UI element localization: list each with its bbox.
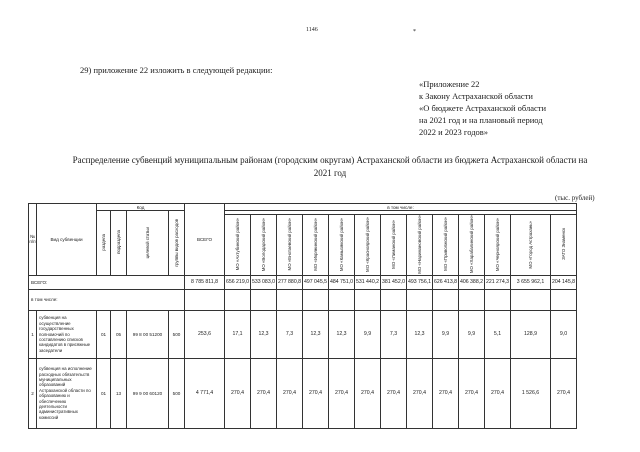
empty-cell [185, 289, 225, 310]
total-row-value: 406 388,2 [459, 275, 485, 289]
total-row-value: 533 083,0 [251, 275, 277, 289]
row-value: 270,4 [251, 358, 277, 428]
row-value: 12,3 [303, 310, 329, 358]
row-value: 270,4 [551, 358, 577, 428]
municipality-label: МО «Красноярский район» [365, 216, 370, 272]
row-value: 7,3 [381, 310, 407, 358]
header-target [127, 211, 169, 276]
row-value: 270,4 [485, 358, 511, 428]
including-label [29, 289, 185, 310]
empty-cell [329, 289, 355, 310]
municipality-header [303, 215, 329, 276]
empty-cell [433, 289, 459, 310]
empty-cell [277, 289, 303, 310]
row-value: 7,3 [277, 310, 303, 358]
header-subsection [111, 211, 127, 276]
total-row-total: 8 785 811,8 [185, 275, 225, 289]
total-row [29, 275, 577, 289]
municipality-label: МО «Ахтубинский район» [235, 218, 240, 271]
row-value: 12,3 [329, 310, 355, 358]
municipality-label: МО «Икрянинский район» [313, 217, 318, 271]
row-value: 270,4 [329, 358, 355, 428]
municipality-header [459, 215, 485, 276]
row-group: 500 [169, 310, 185, 358]
row-value: 12,3 [407, 310, 433, 358]
row-value: 9,0 [551, 310, 577, 358]
municipality-header [277, 215, 303, 276]
empty-cell [355, 289, 381, 310]
appendix-line: «О бюджете Астраханской области [419, 103, 547, 113]
total-row-value: 3 655 962,1 [511, 275, 551, 289]
total-row-value: 626 413,8 [433, 275, 459, 289]
empty-cell [225, 289, 251, 310]
header-num [29, 204, 37, 276]
municipality-header [511, 215, 551, 276]
header-name-label: Вид субвенции [50, 236, 83, 242]
empty-cell [459, 289, 485, 310]
empty-cell [407, 289, 433, 310]
row-value: 9,9 [459, 310, 485, 358]
header-total [185, 204, 225, 276]
municipality-header [485, 215, 511, 276]
row-total: 4 771,4 [185, 358, 225, 428]
empty-cell [511, 289, 551, 310]
intro-text: 29) приложение 22 изложить в следующей редакции: [80, 65, 273, 75]
row-value: 270,4 [381, 358, 407, 428]
total-row-label [29, 275, 185, 289]
municipality-label: ЗАТО Знаменск [561, 228, 566, 261]
empty-cell [251, 289, 277, 310]
municipality-label: МО «Камызякский район» [339, 217, 344, 271]
municipality-header [251, 215, 277, 276]
row-value: 270,4 [407, 358, 433, 428]
unit-label: (тыс. рублей) [555, 194, 595, 202]
table-row [29, 358, 577, 428]
row-value: 9,9 [355, 310, 381, 358]
row-value: 17,1 [225, 310, 251, 358]
row-num: 1 [29, 310, 37, 358]
municipality-header [407, 215, 433, 276]
subvention-table [28, 203, 577, 429]
row-subsection: 05 [111, 310, 127, 358]
including-row [29, 289, 577, 310]
row-subsection: 13 [111, 358, 127, 428]
total-row-value: 497 045,5 [303, 275, 329, 289]
header-section-label: раздела [101, 234, 106, 251]
total-row-value: 531 440,2 [355, 275, 381, 289]
row-value: 9,9 [433, 310, 459, 358]
municipality-header [225, 215, 251, 276]
appendix-line: «Приложение 22 [419, 79, 480, 89]
row-value: 270,4 [277, 358, 303, 428]
municipality-label: МО «Наримановский район» [417, 215, 422, 274]
header-code-label: Код [136, 204, 145, 210]
municipality-header [433, 215, 459, 276]
row-total: 253,6 [185, 310, 225, 358]
row-target: 99 8 00 51200 [127, 310, 169, 358]
header-total-label: ВСЕГО [196, 236, 213, 242]
header-name [37, 204, 97, 276]
row-value: 270,4 [225, 358, 251, 428]
header-code [97, 204, 185, 211]
total-row-value: 221 274,3 [485, 275, 511, 289]
total-row-value: 204 145,8 [551, 275, 577, 289]
municipality-header [329, 215, 355, 276]
row-value: 1 526,6 [511, 358, 551, 428]
municipality-label: МО «Город Астрахань» [528, 220, 533, 269]
row-section: 01 [97, 310, 111, 358]
header-num-label: № п/п [29, 234, 36, 245]
row-value: 128,9 [511, 310, 551, 358]
total-row-value: 493 756,1 [407, 275, 433, 289]
row-section: 01 [97, 358, 111, 428]
empty-cell [381, 289, 407, 310]
header-target-label: целевой статьи [145, 226, 150, 259]
header-including-label: в том числе: [387, 204, 414, 210]
header-subsection-label: подраздела [116, 230, 121, 255]
row-value: 12,3 [251, 310, 277, 358]
table-row [29, 310, 577, 358]
header-section [97, 211, 111, 276]
header-expense-group [169, 211, 185, 276]
municipality-header [355, 215, 381, 276]
empty-cell [485, 289, 511, 310]
row-name: субвенция на осуществление государственных полномочий по составлению списков кандидатов в присяжные заседатели [37, 310, 97, 358]
total-row-value: 381 452,0 [381, 275, 407, 289]
row-value: 270,4 [433, 358, 459, 428]
row-name: субвенция на исполнение расходных обязательств муниципальных образований Астраханской области по образованию и обеспечению деятельности административных комиссий [37, 358, 97, 428]
row-num: 2 [29, 358, 37, 428]
municipality-label: МО «Черноярский район» [495, 217, 500, 271]
row-value: 270,4 [355, 358, 381, 428]
appendix-line: к Закону Астраханской области [419, 91, 533, 101]
appendix-line: на 2021 год и на плановый период [419, 115, 543, 125]
municipality-label: МО «Володарский район» [261, 217, 266, 272]
municipality-header [551, 215, 577, 276]
municipality-label: МО «Енотаевский район» [287, 218, 292, 271]
municipality-label: МО «Лиманский район» [391, 219, 396, 269]
document-title: Распределение субвенций муниципальным районам (городским округам) Астраханской области из бюджета Астраханской области на 2021 год [72, 155, 588, 178]
total-row-value: 656 219,0 [225, 275, 251, 289]
header-expense-group-label: группы видов расходов [174, 218, 179, 267]
row-group: 500 [169, 358, 185, 428]
row-value: 270,4 [459, 358, 485, 428]
appendix-line: 2022 и 2023 годов» [419, 127, 489, 137]
empty-cell [303, 289, 329, 310]
including-label-text: в том числе: [31, 297, 58, 303]
total-label-text: ВСЕГО: [31, 279, 48, 285]
row-target: 99 9 00 60120 [127, 358, 169, 428]
empty-cell [551, 289, 577, 310]
appendix-header [419, 78, 619, 138]
header-including [225, 204, 577, 211]
municipality-label: МО «Харабалинский район» [469, 215, 474, 274]
total-row-value: 484 751,0 [329, 275, 355, 289]
page-number: 1146 [306, 27, 318, 33]
row-value: 270,4 [303, 358, 329, 428]
corner-mark: * [413, 29, 416, 35]
total-row-value: 277 880,8 [277, 275, 303, 289]
row-value: 5,1 [485, 310, 511, 358]
municipality-label: МО «Приволжский район» [443, 217, 448, 272]
municipality-header [381, 215, 407, 276]
